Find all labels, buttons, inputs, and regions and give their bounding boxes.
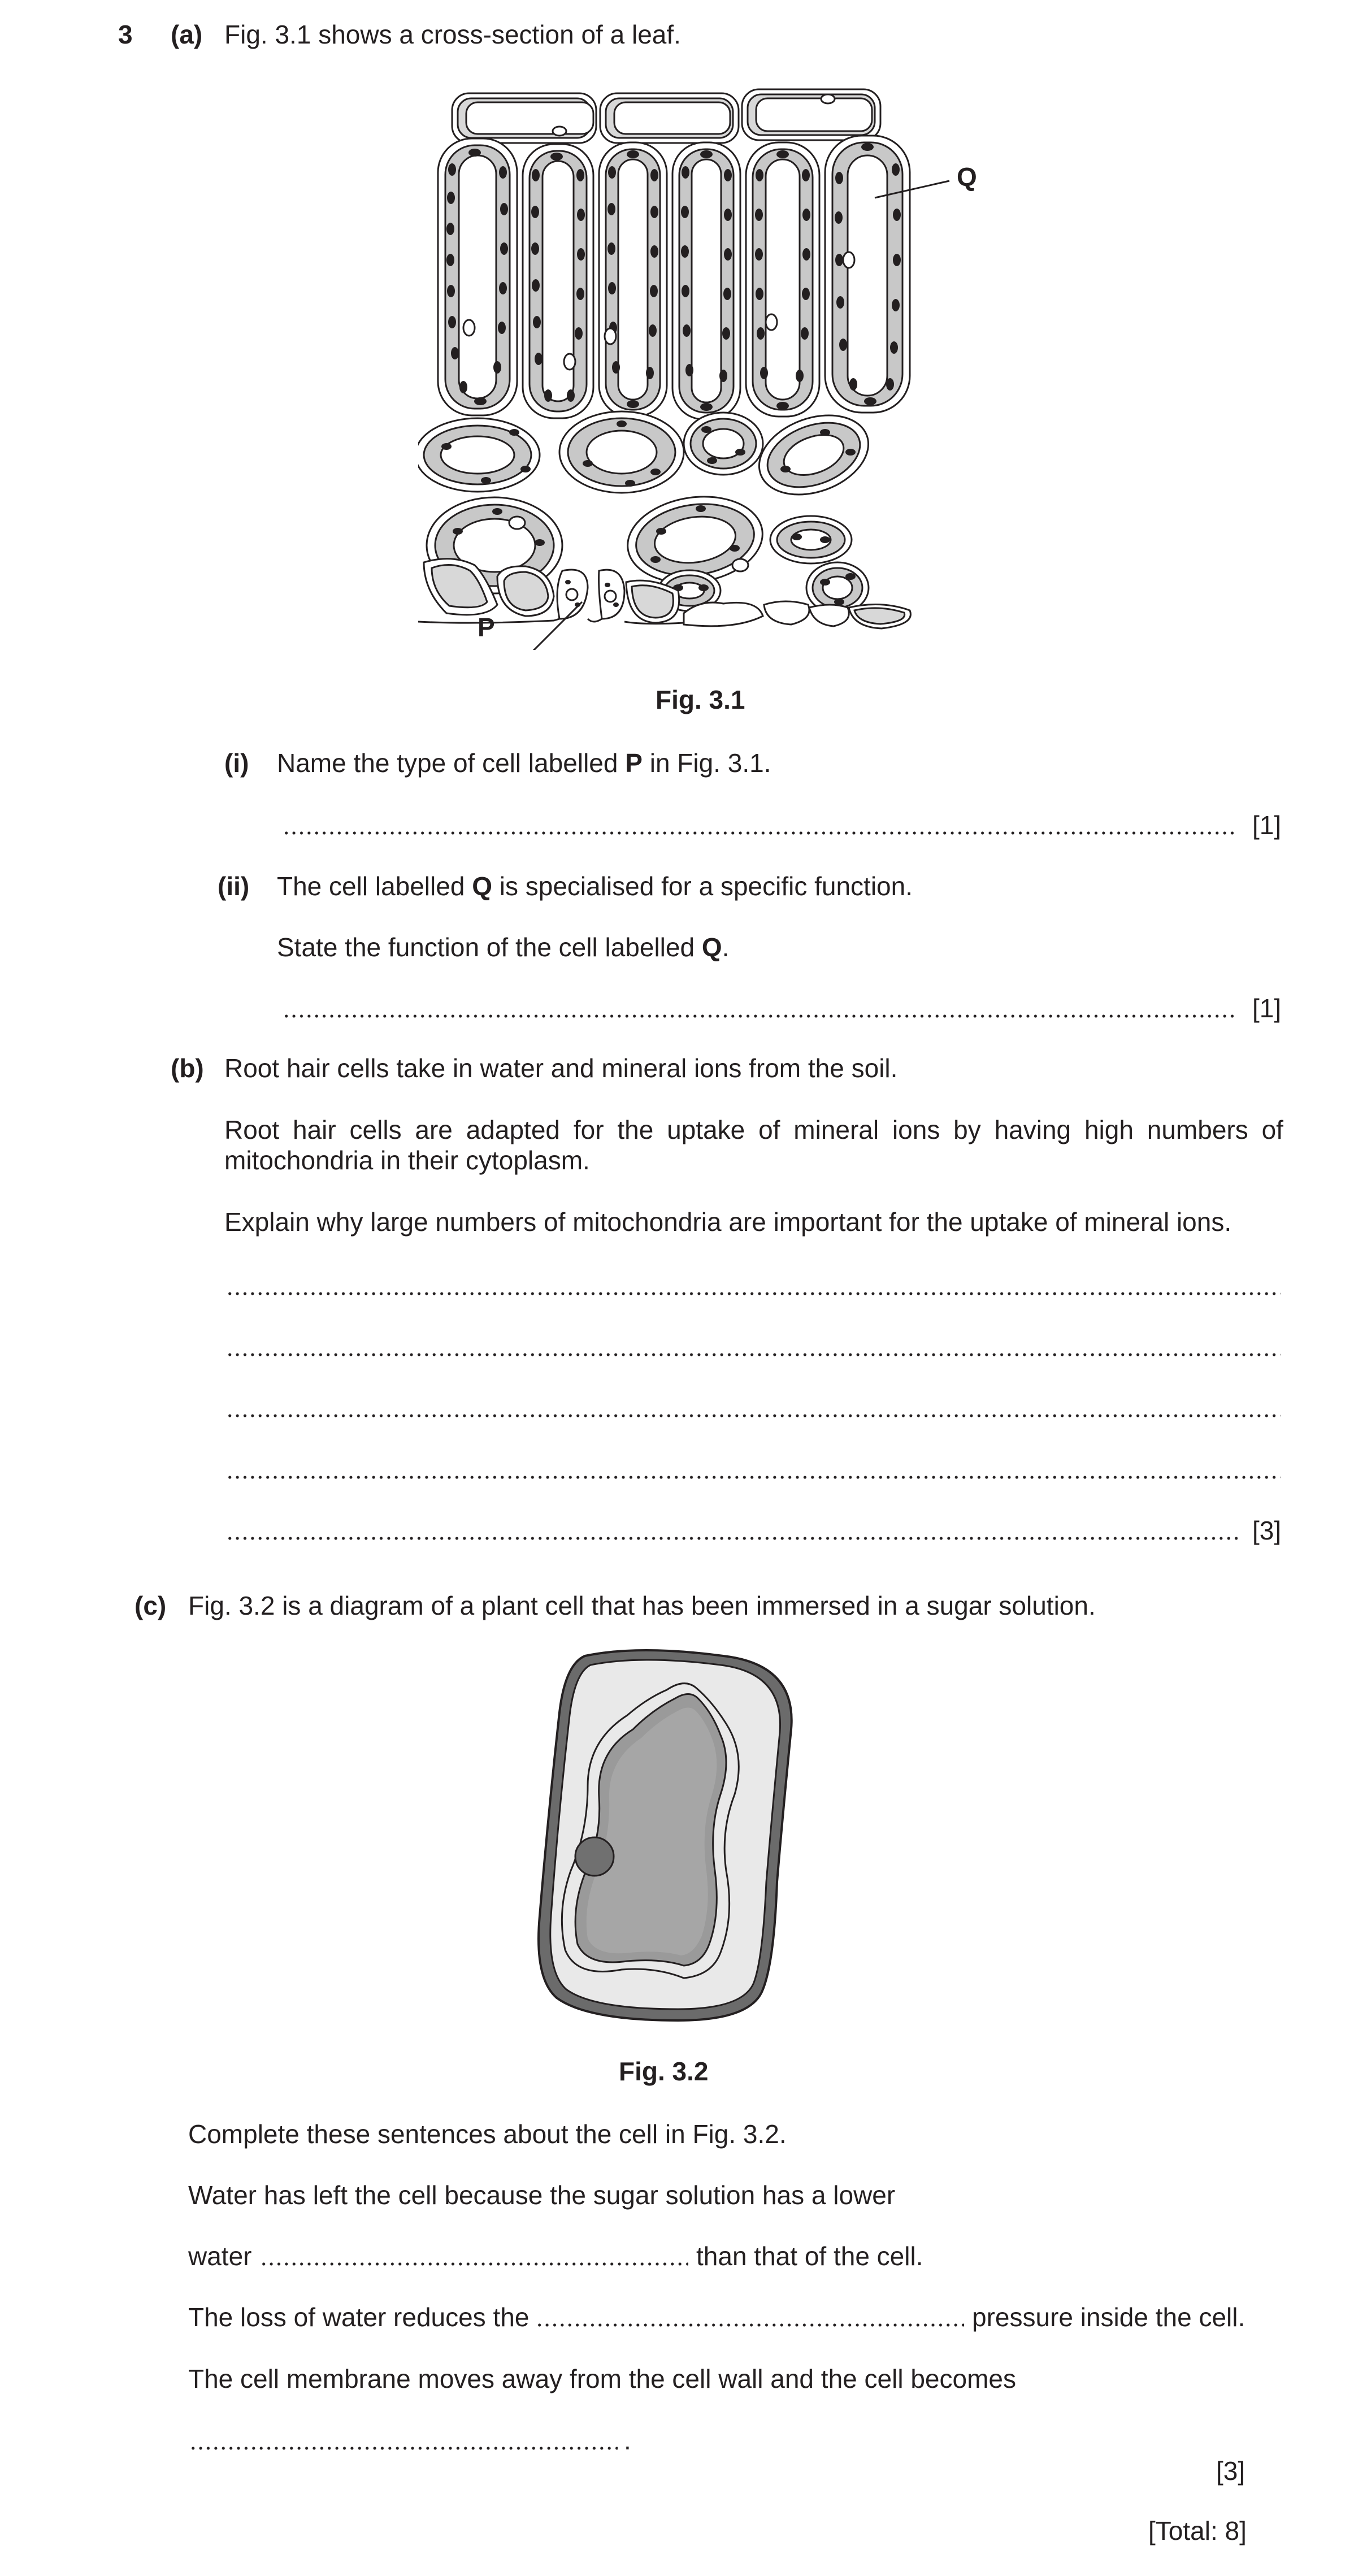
part-b-para2-word: cells	[349, 1115, 402, 1144]
blank-pressure-type[interactable]	[536, 2323, 964, 2327]
plasmolysed-cell-figure	[526, 1645, 808, 2029]
part-b-para2-word: for	[573, 1115, 604, 1144]
part-a-ii-statement: The cell labelled Q is specialised for a specific function.	[277, 871, 913, 901]
part-b-para2-word: by	[953, 1115, 981, 1144]
part-b-para2-word: having	[994, 1115, 1071, 1144]
part-c-s3-pre: water	[188, 2241, 252, 2271]
part-c-s4-pre: The loss of water reduces the	[188, 2302, 530, 2332]
part-b-para2-word: uptake	[667, 1115, 745, 1144]
mark-a-ii: [1]	[1252, 994, 1282, 1023]
mark-a-i: [1]	[1252, 810, 1282, 840]
answer-line-a-i[interactable]	[283, 831, 1238, 835]
part-b-para2-line2: mitochondria in their cytoplasm.	[224, 1146, 590, 1175]
part-b-para2-word: are	[415, 1115, 453, 1144]
part-c-label: (c)	[134, 1591, 167, 1620]
answer-line-b-2[interactable]	[226, 1352, 1281, 1357]
part-c-s6-post: .	[624, 2426, 631, 2455]
part-c-s3-post: than that of the cell.	[696, 2241, 923, 2271]
answer-line-b-4[interactable]	[226, 1475, 1281, 1480]
question-number: 3	[118, 20, 133, 49]
part-a-intro: Fig. 3.1 shows a cross-section of a leaf.	[224, 20, 681, 49]
fig-3-1-caption: Fig. 3.1	[656, 685, 745, 714]
part-b-line1: Root hair cells take in water and mineral ions from the soil.	[224, 1053, 898, 1083]
mark-c: [3]	[1216, 2456, 1246, 2486]
fig-3-2-caption: Fig. 3.2	[619, 2057, 709, 2086]
figure-label-p: P	[478, 613, 495, 642]
blank-cell-state[interactable]	[189, 2446, 618, 2451]
part-a-label: (a)	[171, 20, 203, 49]
part-b-label: (b)	[171, 1053, 204, 1083]
total-marks: [Total: 8]	[1148, 2516, 1247, 2545]
part-c-intro: Fig. 3.2 is a diagram of a plant cell that has been immersed in a sugar solution.	[188, 1591, 1096, 1620]
part-a-i-label: (i)	[224, 748, 249, 778]
part-c-s4-post: pressure inside the cell.	[972, 2302, 1246, 2332]
part-b-para2-word: high	[1084, 1115, 1134, 1144]
answer-line-b-5[interactable]	[226, 1536, 1238, 1541]
leaf-cross-section-figure	[418, 79, 1000, 650]
part-a-ii-question: State the function of the cell labelled Q.	[277, 933, 730, 962]
part-b-para2-word: of	[758, 1115, 780, 1144]
part-a-ii-label: (ii)	[218, 871, 250, 901]
part-b-para2-word: of	[1261, 1115, 1283, 1144]
part-c-s2: Water has left the cell because the sugar solution has a lower	[188, 2180, 896, 2210]
part-b-para2-word: adapted	[466, 1115, 560, 1144]
blank-water-potential[interactable]	[260, 2262, 688, 2266]
part-b-line3: Explain why large numbers of mitochondria are important for the uptake of mineral ions.	[224, 1207, 1232, 1237]
answer-line-b-1[interactable]	[226, 1291, 1281, 1296]
answer-line-b-3[interactable]	[226, 1413, 1281, 1418]
part-b-para2-word: hair	[293, 1115, 336, 1144]
mark-b: [3]	[1252, 1516, 1282, 1545]
part-b-para2-word: numbers	[1147, 1115, 1248, 1144]
figure-label-q: Q	[957, 162, 977, 192]
part-b-para2-word: ions	[892, 1115, 940, 1144]
part-b-para2-word: mineral	[793, 1115, 879, 1144]
part-c-s1: Complete these sentences about the cell in Fig. 3.2.	[188, 2119, 787, 2149]
part-b-para2-word: Root	[224, 1115, 280, 1144]
part-b-para2-word: the	[617, 1115, 654, 1144]
answer-line-a-ii[interactable]	[283, 1014, 1238, 1018]
part-a-i-question: Name the type of cell labelled P in Fig. 3.1.	[277, 748, 771, 778]
part-b-para2-line1	[224, 1114, 1283, 1146]
part-c-s5: The cell membrane moves away from the cell wall and the cell becomes	[188, 2364, 1016, 2393]
